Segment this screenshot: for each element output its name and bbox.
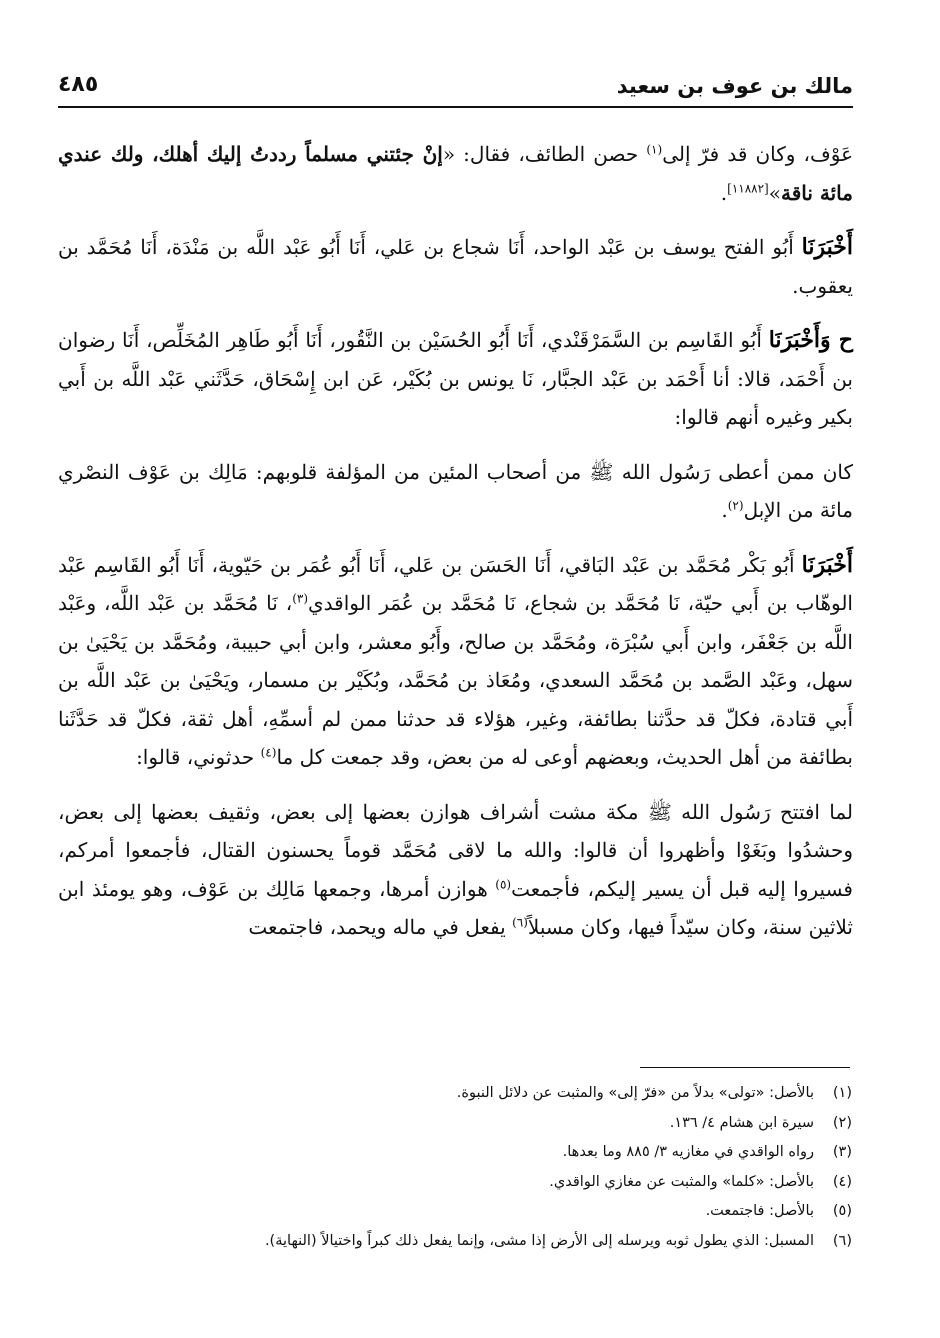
text-run: هوازن أمرها، وجمعها مَالِك بن عَوْف، وهو يومئذ ابن ثلاثين سنة، وكان سيّداً فيها، وكان مسبلاً [58,876,853,939]
footnote-reference: (١) [646,142,663,157]
footnote [152,1109,852,1139]
footnote-number: (٢) [832,1114,852,1131]
text-run: ، نَا مُحَمَّد بن عَبْد اللَّه، وعَبْد اللَّه بن جَعْفَر، وابن أَبي سُبْرَة، ومُحَمَّد بن صالح، وأَبُو معشر، وابن أبي حبيبة، ومُحَمَّد بن يَحْيَىٰ بن سهل، وعَبْد الصَّمد بن مُحَمَّد السعدي، ومُعَاذ بن مُحَمَّد، وبُكَيْر بن مسمار، ويَحْيَىٰ بن عَبْد اللَّه بن أَبي قتادة، فكلّ قد حدَّثنا بطائفة، وغير، هؤلاء قد حدثنا ممن لم أسمِّهِ، أهل ثقة، فكلّ قد حَدَّثَنا بطائفة من أهل الحديث، وبعضهم أوعى له من بعض، وقد جمعت كل ما [58,591,853,769]
text-run: . [721,498,728,522]
text-run: يفعل في ماله ويحمد، فاجتمعت [248,915,513,939]
text-run: كان ممن أعطى رَسُول الله ﷺ من أصحاب المئين من المؤلفة قلوبهم: مَالِك بن عَوْف النصْري مائة من الإبل [58,459,853,522]
running-title: مالك بن عوف بن سعيد [616,74,853,98]
paragraph [58,546,853,777]
footnote [152,1197,852,1227]
footnote [152,1168,852,1198]
footnote-text: المسبل: الذي يطول ثوبه ويرسله إلى الأرض إذا مشى، وإنما يفعل ذلك كبراً واختيالاً (النهاية). [264,1232,814,1249]
text-run: حصن الطائف، فقال: « [442,142,647,166]
footnote [152,1138,852,1168]
footnote-separator [640,1067,850,1068]
isnad-opening: ح وَأَخْبَرَنَا [768,327,853,353]
footnote [152,1227,852,1257]
text-run: لما افتتح رَسُول الله ﷺ مكة مشت أشراف هوازن بعضها إلى بعض، وثقيف بعضها إلى بعض، وحشدُوا وبَغَوْا وأظهروا أن قالوا: والله ما لاقى مُحَمَّد قوماً يحسنون القتال، فأجمعوا أمركم، فسيروا إليه قبل أن يسير إليكم، فأجمعت [58,799,853,901]
text-run: أَبُو بَكْر مُحَمَّد بن عَبْد البَاقي، أَنَا الحَسَن بن عَلي، أَنَا أَبُو عُمَر بن حَيّوية، أَنَا أَبُو القَاسِم عَبْد الوهّاب بن أَبي حيّة، نَا مُحَمَّد بن شجاع، نَا مُحَمَّد بن عُمَر الواقدي [58,552,853,615]
footnote-reference: (٥) [495,876,512,891]
text-run: حدثوني، قالوا: [136,745,261,769]
footnote [152,1079,852,1109]
footnote-reference: [١١٨٨٢] [727,180,769,195]
paragraph [58,453,853,530]
text-run: عَوْف، وكان قد فرّ إلى [662,142,854,166]
footnote-number: (٣) [832,1144,852,1160]
footnotes [152,1079,852,1256]
bold-quote: إنْ جئتني مسلماً رددتُ إليك أهلك، ولك عندي مائة ناقة [58,142,853,205]
footnote-number: (٦) [832,1232,852,1249]
footnote-number: (١) [832,1085,852,1101]
paragraph [58,321,853,437]
text-run: . [720,180,728,205]
footnote-text: بالأصل: «تولى» بدلاً من «فرّ إلى» والمثبت عن دلائل النبوة. [456,1085,814,1101]
footnote-text: بالأصل: «كلما» والمثبت عن مغازي الواقدي. [549,1173,814,1190]
isnad-opening: أَخْبَرَنَا [801,234,853,260]
footnote-number: (٤) [832,1173,852,1190]
running-header [58,64,853,108]
footnote-text: رواه الواقدي في مغازيه ٣/ ٨٨٥ وما بعدها. [562,1144,814,1160]
footnote-text: سيرة ابن هشام ٤/ ١٣٦. [669,1114,814,1131]
isnad-opening: أَخْبَرَنَا [801,551,853,578]
footnote-reference: (٤) [260,745,277,760]
footnote-reference: (٣) [292,591,309,606]
footnote-reference: (٢) [727,498,744,513]
text-run: » [768,180,781,205]
paragraph [58,793,853,947]
footnote-text: بالأصل: فاجتمعت. [705,1203,814,1219]
text-run: أَبُو القَاسِم بن السَّمَرْقَنْدي، أَنَا أَبُو الحُسَيْن بن النَّقُور، أَنَا أَبُو طَاهِر المُخَلِّص، أَنَا رضوان بن أَحْمَد، قالا: أنا أَحْمَد بن عَبْد الجبَّار، نَا يونس بن بُكَيْر، عَن ابن إِسْحَاق، حَدَّثَني عَبْد اللَّه بن أَبي بكير وغيره أنهم قالوا: [58,328,853,429]
footnote-number: (٥) [832,1203,852,1219]
text-run: أَبُو الفتح يوسف بن عَبْد الواحد، أَنَا شجاع بن عَلي، أَنَا أَبُو عَبْد اللَّه بن مَنْدَة، أَنَا مُحَمَّد بن يعقوب. [58,235,853,298]
page-number: ٤٨٥ [58,72,99,97]
paragraph [58,228,853,305]
main-text [58,135,853,947]
paragraph [58,135,853,212]
footnote-reference: (٦) [512,915,528,930]
